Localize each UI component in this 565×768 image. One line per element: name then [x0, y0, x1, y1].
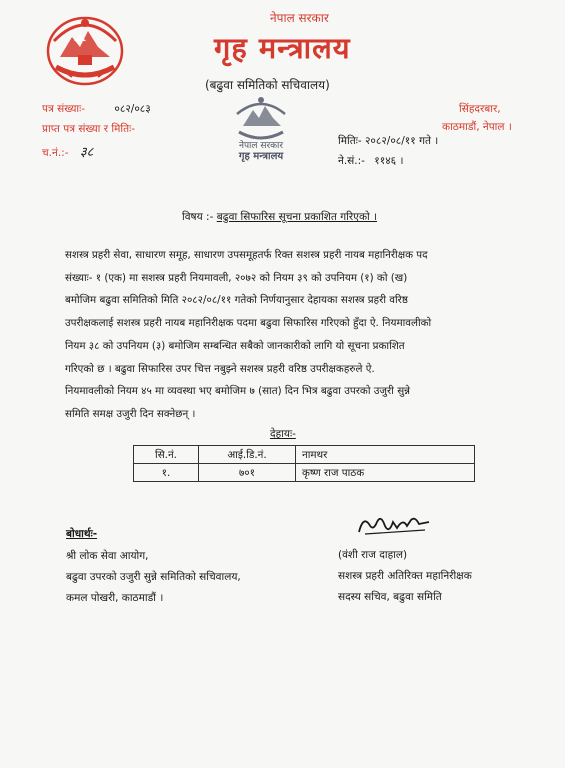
ns-value: ११४६ ।	[374, 155, 404, 167]
stamp-line-2: गृह मन्त्रालय	[238, 151, 284, 162]
notice-body	[65, 244, 515, 426]
date-label: मितिः-	[338, 135, 362, 147]
ministry-stamp	[225, 90, 297, 162]
recommendation-table	[133, 445, 475, 482]
table-caption: देहायः-	[270, 428, 296, 440]
letter-number-label: पत्र संख्याः-	[42, 103, 86, 115]
ns-row	[338, 154, 403, 168]
header-name: नामथर	[296, 446, 475, 464]
ns-label: ने.सं.:-	[338, 155, 365, 167]
subject-label: विषय :-	[182, 211, 214, 223]
dispatch-number-row	[42, 142, 93, 160]
subject-text: बढुवा सिफारिस सूचना प्रकाशित गरिएको ।	[216, 211, 378, 223]
dispatch-number-value: ३८	[79, 145, 94, 160]
body-line: सशस्त्र प्रहरी सेवा, साधारण समूह, साधारण उपसमूहतर्फ रिक्त सशस्त्र प्रहरी नायब महानिरीक्षक पद	[65, 249, 428, 261]
cell-serial: १.	[134, 464, 199, 482]
date-row	[338, 134, 438, 148]
signatory-name: (वंशी राज दाहाल)	[338, 549, 408, 561]
table-row	[134, 464, 475, 482]
body-line: नियमावलीको नियम ४५ मा व्यवस्था भए बमोजिम ७ (सात) दिन भित्र बढुवा उपरको उजुरी सुन्ने	[65, 385, 411, 398]
cc-line-2: बढुवा उपरको उजुरी सुन्ने समितिको सचिवालय,	[66, 571, 241, 583]
cell-name: कृष्ण राज पाठक	[296, 464, 475, 482]
body-line: बमोजिम बढुवा समितिको मिति २०८२/०८/११ गतेको निर्णयानुसार देहायका सशस्त्र प्रहरी वरिष्ठ	[65, 294, 408, 307]
nepal-emblem-logo	[44, 11, 126, 86]
subject-line	[182, 210, 377, 224]
received-number-label: प्राप्त पत्र संख्या र मितिः-	[42, 123, 135, 135]
letter-number-value: ०८२/०८३	[114, 103, 151, 115]
body-line: संख्याः- १ (एक) मा सशस्त्र प्रहरी नियमावली, २०७२ को नियम ३९ को उपनियम (१) को (ख)	[65, 271, 408, 284]
address-line-1: सिंहदरबार,	[459, 103, 501, 115]
body-line: समिति समक्ष उजुरी दिन सक्नेछन् ।	[65, 407, 196, 420]
header-serial: सि.नं.	[134, 446, 199, 464]
cc-label: बोधार्थः-	[66, 528, 98, 540]
ministry-title: गृह मन्त्रालय	[214, 31, 351, 65]
government-name: नेपाल सरकार	[270, 11, 329, 25]
body-line: उपरीक्षकलाई सशस्त्र प्रहरी नायब महानिरीक्षक पदमा बढुवा सिफारिस गरिएको हुँदा ऐ. नियमावलीको	[65, 317, 432, 330]
cc-line-3: कमल पोखरी, काठमाडौं ।	[66, 592, 164, 604]
header-id: आई.डि.नं.	[199, 446, 296, 464]
cell-id: ७०१	[199, 464, 296, 482]
handwritten-signature	[355, 512, 433, 540]
date-suffix: गते ।	[419, 135, 439, 147]
stamp-line-1: नेपाल सरकार	[238, 141, 284, 151]
body-line: नियम ३८ को उपनियम (३) बमोजिम सम्बन्धित सबैको जानकारीको लागि यो सूचना प्रकाशित	[65, 339, 405, 352]
body-line: गरिएको छ । बढुवा सिफारिस उपर चित्त नबुझ्ने सशस्त्र प्रहरी वरिष्ठ उपरीक्षकहरुले ऐ.	[65, 362, 375, 375]
office-subtitle: (बढुवा समितिको सचिवालय)	[205, 78, 330, 92]
signatory-role: सदस्य सचिव, बढुवा समिति	[338, 591, 442, 603]
cc-line-1: श्री लोक सेवा आयोग,	[66, 550, 149, 562]
dispatch-number-label: च.नं.:-	[42, 147, 69, 159]
table-header-row	[134, 446, 475, 464]
letter-number-row	[42, 102, 151, 116]
date-value: २०८२/०८/११	[364, 135, 416, 147]
address-line-2: काठमाडौं, नेपाल ।	[442, 121, 512, 133]
signatory-title: सशस्त्र प्रहरी अतिरिक्त महानिरीक्षक	[338, 570, 472, 582]
